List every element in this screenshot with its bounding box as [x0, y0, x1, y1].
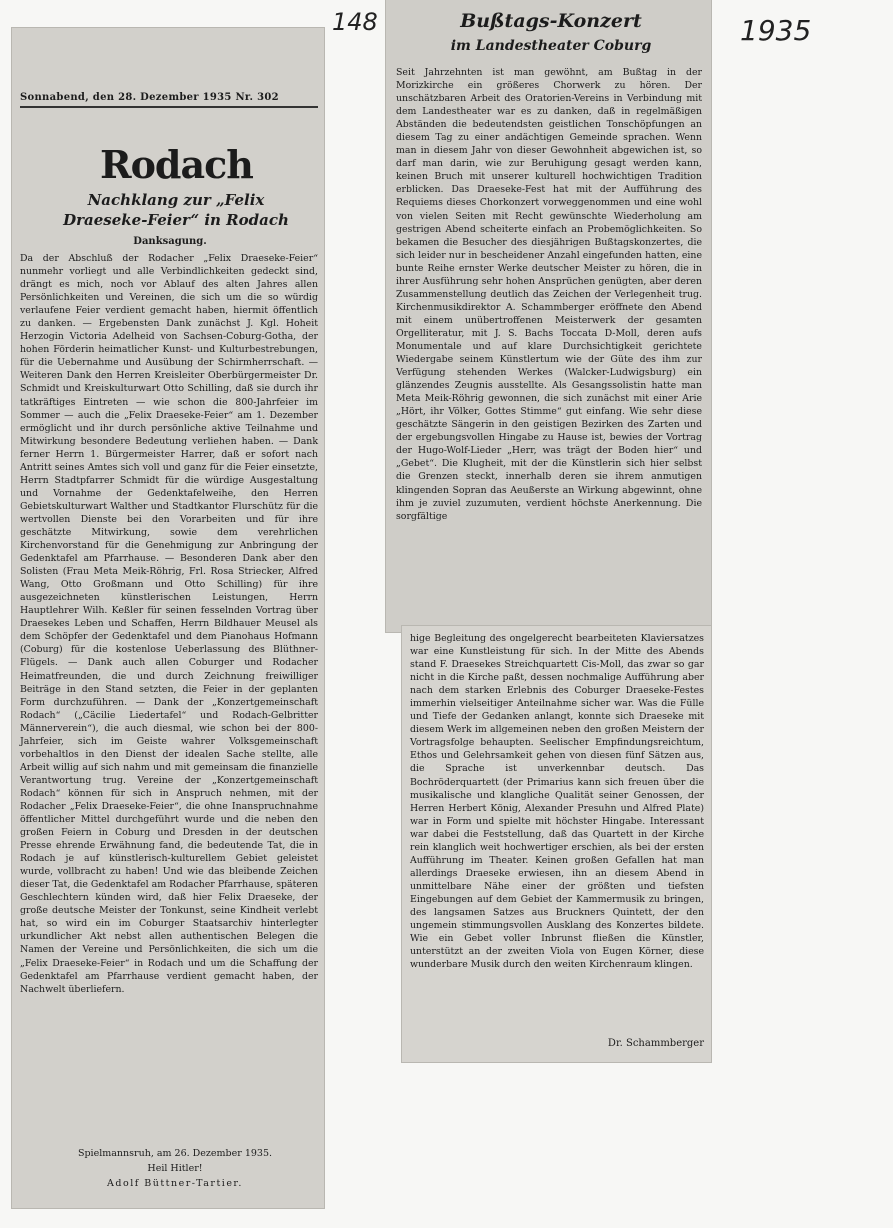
concert-body-part2: hige Begleitung des ongelgerecht bearbeiteten Klaviersatzes war eine Kunstleistung für sich. In der Mitte des Abends stand F. Draesekes Streichquartett Cis-Moll, das zwar so gar nicht in die Kirche paßt, dessen nochmalige Aufführung aber nach dem starken Erlebnis des Coburger Draeseke-Festes immerhin vielseitiger Anteilnahme sicher war. Was die Fülle und Tiefe der Gedanken anlangt, konnte sich Draeseke mit diesem Werk im allgemeinen neben den großen Meistern der Vortragsfolge behaupten. Seelischer Empfindungsreichtum, Ethos und Gelehrsamkeit gehen von diesen fünf Sätzen aus, die Sprache ist unverkennbar deutsch. Das Bochröderquartett (der Primarius kann sich freuen über die musikalische und klangliche Qualität seiner Genossen, der Herren Herbert König, Alexander Presuhn und Alfred Plate) war in Form und spielte mit höchster Hingabe. Interessant war dabei die Feststellung, daß das Quartett in der Kirche rein klanglich weit hochwertiger erschien, als bei der ersten Aufführung im Theater. Keinen großen Gefallen hat man allerdings Draeseke erwiesen, ihn an diesem Abend in unmittelbare Nähe einer der größten und tiefsten Eingebungen auf dem Gebiet der Kammermusik zu bringen, des langsamen Satzes aus Bruckners Quintett, der den ungemein stimmungsvollen Ausklang des Konzertes bildete. Wie ein Gebet voller Inbrunst fließen die Künstler, unterstützt an der zweiten Viola von Eugen Körner, diese wunderbare Musik durch den weiten Kirchenraum klingen. [410, 633, 704, 971]
section-title: Rodach [100, 142, 253, 187]
article-body: Da der Abschluß der Rodacher „Felix Draeseke-Feier“ nunmehr vorliegt und alle Verbindlichkeiten gedeckt sind, drängt es mich, noch vor Ablauf des alten Jahres allen Persönlichkeiten und Vereinen, die sich um die so würdig verlaufene Feier verdient gemacht haben, hiermit öffentlich zu danken. — Ergebensten Dank zunächst J. Kgl. Hoheit Herzogin Victoria Adelheid von Sachsen-Coburg-Gotha, der hohen Förderin heimatlicher Kunst- und Kulturbestrebungen, für die Uebernahme und Ausübung der Schirmherrschaft. — Weiteren Dank den Herren Kreisleiter Oberbürgermeister Dr. Schmidt und Kreiskulturwart Otto Schilling, daß sie durch ihr tatkräftiges Eintreten — wie schon die 800-Jahrfeier im Sommer — auch die „Felix Draeseke-Feier“ am 1. Dezember ermöglicht und ihr durch persönliche aktive Teilnahme und Mitwirkung besondere Bedeutung verliehen haben. — Dank ferner Herrn 1. Bürgermeister Harrer, daß er sofort nach Antritt seines Amtes sich voll und ganz für die Feier einsetzte, Herrn Stadtpfarrer Schmidt für die würdige Ausgestaltung und Vornahme der Gedenktafelweihe, den Herren Gebietskulturwart Walther und Stadtkantor Flurschütz für die wertvollen Dienste bei den Vorarbeiten und für ihre geschätzte Mitwirkung, sowie dem verehrlichen Kirchenvorstand für die Genehmigung zur Anbringung der Gedenktafel am Pfarrhause. — Besonderen Dank aber den Solisten (Frau Meta Meik-Röhrig, Frl. Rosa Striecker, Alfred Wang, Otto Großmann und Otto Schilling) für ihre ausgezeichneten künstlerischen Leistungen, Herrn Hauptlehrer Wilh. Keßler für seinen fesselnden Vortrag über Draesekes Leben und Schaffen, Herrn Bildhauer Meusel als dem Schöpfer der Gedenktafel und dem Pianohaus Hofmann (Coburg) für die kostenlose Ueberlassung des Blüthner-Flügels. — Dank auch allen Coburger und Rodacher Heimatfreunden, die und durch Zeichnung freiwilliger Beiträge in den Stand setzten, die Feier in der geplanten Form durchzuführen. — Dank der „Konzertgemeinschaft Rodach“ („Cäcilie Liedertafel“ und Rodach-Gelbritter Männerverein“), die auch diesmal, wie schon bei der 800-Jahrfeier, sich im Geiste wahrer Volksgemeinschaft vorbehaltlos in den Dienst der idealen Sache stellte, alle Arbeit willig auf sich nahm und mit gemeinsam die finanzielle Verantwortung trug. Vereine der „Konzertgemeinschaft Rodach“ können für sich in Anspruch nehmen, mit der Rodacher „Felix Draeseke-Feier“, die ohne Inanspruchnahme öffentlicher Mittel durchgeführt wurde und die neben den großen Feiern in Coburg und Dresden in der deutschen Presse ehrende Erwähnung fand, die bedeutende Tat, die in Rodach je auf künstlerisch-kulturellem Gebiet geleistet wurde, vollbracht zu haben! Und wie das bleibende Zeichen dieser Tat, die Gedenktafel am Rodacher Pfarrhause, späteren Geschlechtern künden wird, daß hier Felix Draeseke, der große deutsche Meister der Tonkunst, seine Kindheit verlebt hat, so wird ein im Coburger Staatsarchiv hinterlegter urkundlicher Akt nebst allen authentischen Belegen die Namen der Vereine und Persönlichkeiten, die sich um die „Felix Draeseke-Feier“ in Rodach und um die Schaffung der Gedenktafel am Pfarrhause verdient gemacht haben, der Nachwelt überliefern. [20, 253, 318, 995]
article-headline: Nachklang zur „Felix Draeseke-Feier“ in Rodach [63, 191, 289, 229]
concert-subheadline: im Landestheater Coburg [450, 38, 652, 54]
article-subheading: Danksagung. [133, 236, 207, 247]
handwritten-page-number: 148 [332, 8, 378, 36]
signature-place-date: Spielmannsruh, am 26. Dezember 1935. [77, 1148, 273, 1159]
handwritten-year: 1935 [740, 14, 812, 47]
signature-name: Adolf Büttner-Tartier. [107, 1178, 243, 1189]
concert-headline: Bußtags-Konzert [460, 10, 642, 32]
dateline: Sonnabend, den 28. Dezember 1935 Nr. 302 [20, 92, 318, 108]
signature-greeting: Heil Hitler! [147, 1163, 203, 1174]
concert-body-part1: Seit Jahrzehnten ist man gewöhnt, am Bußtag in der Morizkirche ein größeres Chorwerk zu hören. Der unschätzbaren Arbeit des Oratorien-Vereins in Verbindung mit dem Landestheater war es zu danken, daß in regelmäßigen Abständen die bedeutendsten geistlichen Tonschöpfungen an diesem Tag zu einer andächtigen Gemeinde sprachen. Wenn man in diesem Jahr von dieser Gewohnheit abgewichen ist, so darf man darin, wie zur Beruhigung gesagt werden kann, keinen Bruch mit unserer kulturell hochwichtigen Tradition erblicken. Das Draeseke-Fest hat mit der Aufführung des Requiems dieses Chorkonzert vorweggenommen und eine wohl von vielen Seiten mit Recht gewünschte Wiederholung am gestrigen Abend scheiterte einfach an Probemöglichkeiten. So bekamen die Besucher des diesjährigen Bußtagskonzertes, die sich leider nur in bescheidener Anzahl eingefunden hatten, eine bunte Reihe ernster Werke deutscher Meister zu hören, die in ihrer Ausführung sehr hohen Ansprüchen genügten, aber deren Zusammenstellung deutlich das Zeichen der Verlegenheit trug. Kirchenmusikdirektor A. Schammberger eröffnete den Abend mit einem unübertroffenen Meisterwerk der gesamten Orgelliteratur, mit J. S. Bachs Toccata D-Moll, deren aufs Monumentale und auf klare Durchsichtigkeit gerichtete Wiedergabe seinem Künstlertum wie der Güte des ihm zur Verfügung stehenden Werkes (Walcker-Ludwigsburg) ein glänzendes Zeugnis ausstellte. Als Gesangssolistin hatte man Meta Meik-Röhrig gewonnen, die sich zunächst mit einer Arie „Hört, ihr Völker, Gottes Stimme“ gut einfang. Wie sehr diese geschätzte Sängerin in den geistigen Bezirken des Zarten und der ergebungsvollen Hingabe zu Hause ist, bewies der Vortrag der Hugo-Wolf-Lieder „Herr, was trägt der Boden hier“ und „Gebet“. Die Klugheit, mit der die Künstlerin sich hier selbst die Grenzen steckt, innerhalb deren sie ihrem anmutigen klingenden Sopran das Aeußerste an Wirkung abgewinnt, ohne ihm je zuviel zuzumuten, verdient höchste Anerkennung. Die sorgfältige [396, 67, 702, 522]
concert-author: Dr. Schammberger [607, 1038, 704, 1049]
